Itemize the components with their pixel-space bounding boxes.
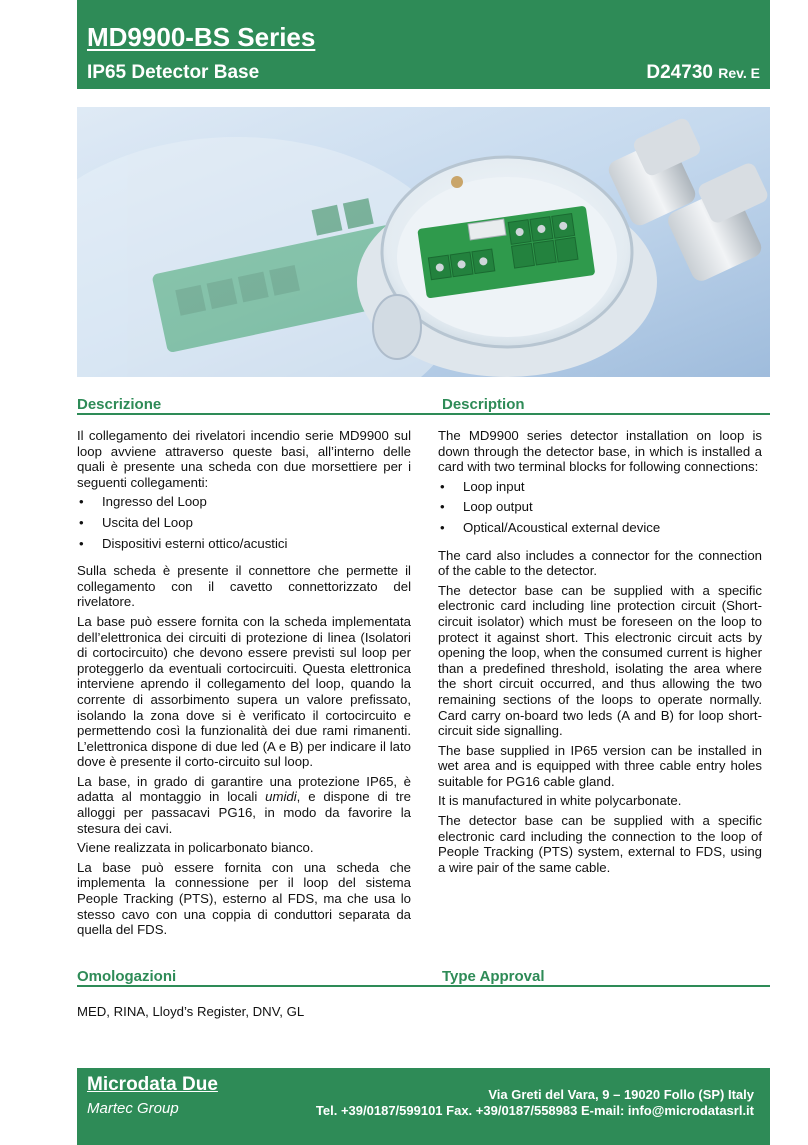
section-heading-descrizione: Descrizione xyxy=(77,396,162,413)
it-bullet-list xyxy=(77,494,411,551)
document-revision: Rev. E xyxy=(718,65,760,81)
list-item: • Loop input xyxy=(438,479,762,495)
section-divider xyxy=(77,413,770,415)
list-item: • Ingresso del Loop xyxy=(77,494,411,510)
it-emphasis-umidi: umidi xyxy=(265,789,297,805)
company-group: Martec Group xyxy=(87,1100,179,1117)
header-banner xyxy=(77,0,770,89)
it-paragraph-ip65: La base, in grado di garantire una protezione IP65, è adatta al montaggio in locali umidi, e dispone di tre alloggi per passacavi PG16, in modo da favorire la stesura dei cavi. xyxy=(77,773,411,836)
product-photo xyxy=(77,107,770,377)
footer-banner xyxy=(77,1068,770,1145)
english-column xyxy=(438,428,762,879)
it-paragraph-pts: La base può essere fornita con una scheda che implementa la connessione per il loop del sistema People Tracking (PTS), esterno al FDS, ma che usa lo stesso cavo con una coppia di conduttori separata da quella del FDS. xyxy=(77,859,411,938)
document-code: D24730 xyxy=(646,62,713,83)
en-paragraph-pts: The detector base can be supplied with a specific electronic card including the connection to the loop of People Tracking (PTS) system, external to FDS, using a wire pair of the same cable. xyxy=(438,813,762,875)
list-item: • Loop output xyxy=(438,499,762,515)
detector-base-illustration xyxy=(77,107,770,377)
it-paragraph-isolator: La base può essere fornita con la scheda implementata dell’elettronica dei circuiti di protezione di linea (Isolatori di cortocircuito) che devono essere previsti sul loop per proteggerlo da eventuali cortocircuiti. Questa elettronica interviene aprendo il collegamento del loop, quando la corrente di assorbimento supera un valore prefissato, isolando la zona dove si è verificato il cortocircuito e permettendo così la funzionalità dei due rami rimanenti. L’elettronica dispone di due led (A e B) per indicare il lato dove è presente il corto-circuito sul loop. xyxy=(77,613,411,770)
section-heading-type-approval: Type Approval xyxy=(442,968,545,985)
it-intro: Il collegamento dei rivelatori incendio serie MD9900 sul loop avviene attraverso queste basi, all’interno delle quali è presente una scheda con due morsettiere per i seguenti collegamenti: xyxy=(77,428,411,490)
section-heading-description: Description xyxy=(442,396,525,413)
product-series-title: MD9900-BS Series xyxy=(87,22,316,52)
list-item: • Dispositivi esterni ottico/acustici xyxy=(77,536,411,552)
section-divider xyxy=(77,985,770,987)
en-intro: The MD9900 series detector installation on loop is down through the detector base, in which is installed a card with two terminal blocks for following connections: xyxy=(438,428,762,475)
company-contact: Tel. +39/0187/599101 Fax. +39/0187/558983 E-mail: info@microdatasrl.it xyxy=(315,1103,754,1118)
document-reference xyxy=(646,62,760,84)
company-address: Via Greti del Vara, 9 – 19020 Follo (SP) Italy xyxy=(488,1087,754,1102)
approvals-list: MED, RINA, Lloyd’s Register, DNV, GL xyxy=(77,1004,305,1019)
it-paragraph-material: Viene realizzata in policarbonato bianco. xyxy=(77,840,314,856)
en-paragraph-material: It is manufactured in white polycarbonate. xyxy=(438,793,682,809)
en-paragraph-isolator: The detector base can be supplied with a specific electronic card including line protection circuit (Short-circuit isolator) which must be foreseen on the loop to protect it against short. This electronic circuit acts by opening the loop, when the consumed current is higher than a predefined threshold, isolating the area where the short circuit occurred, and thus allowing the two remaining sections of the loops to operate normally. Card carry on-board two leds (A and B) for loop short-circuit side signalling. xyxy=(438,582,762,739)
company-name: Microdata Due xyxy=(87,1074,218,1095)
italian-column xyxy=(77,428,411,942)
section-heading-omologazioni: Omologazioni xyxy=(77,968,177,985)
en-bullet-list xyxy=(438,479,762,536)
en-paragraph-ip65: The base supplied in IP65 version can be installed in wet area and is equipped with three cable entry holes suitable for PG16 cable gland. xyxy=(438,742,762,789)
en-paragraph-connector: The card also includes a connector for the connection of the cable to the detector. xyxy=(438,547,762,579)
list-item: • Uscita del Loop xyxy=(77,515,411,531)
list-item: • Optical/Acoustical external device xyxy=(438,520,762,536)
product-subtitle: IP65 Detector Base xyxy=(87,62,260,83)
it-paragraph-connector: Sulla scheda è presente il connettore che permette il collegamento con il cavetto connettorizzato del rivelatore. xyxy=(77,563,411,610)
